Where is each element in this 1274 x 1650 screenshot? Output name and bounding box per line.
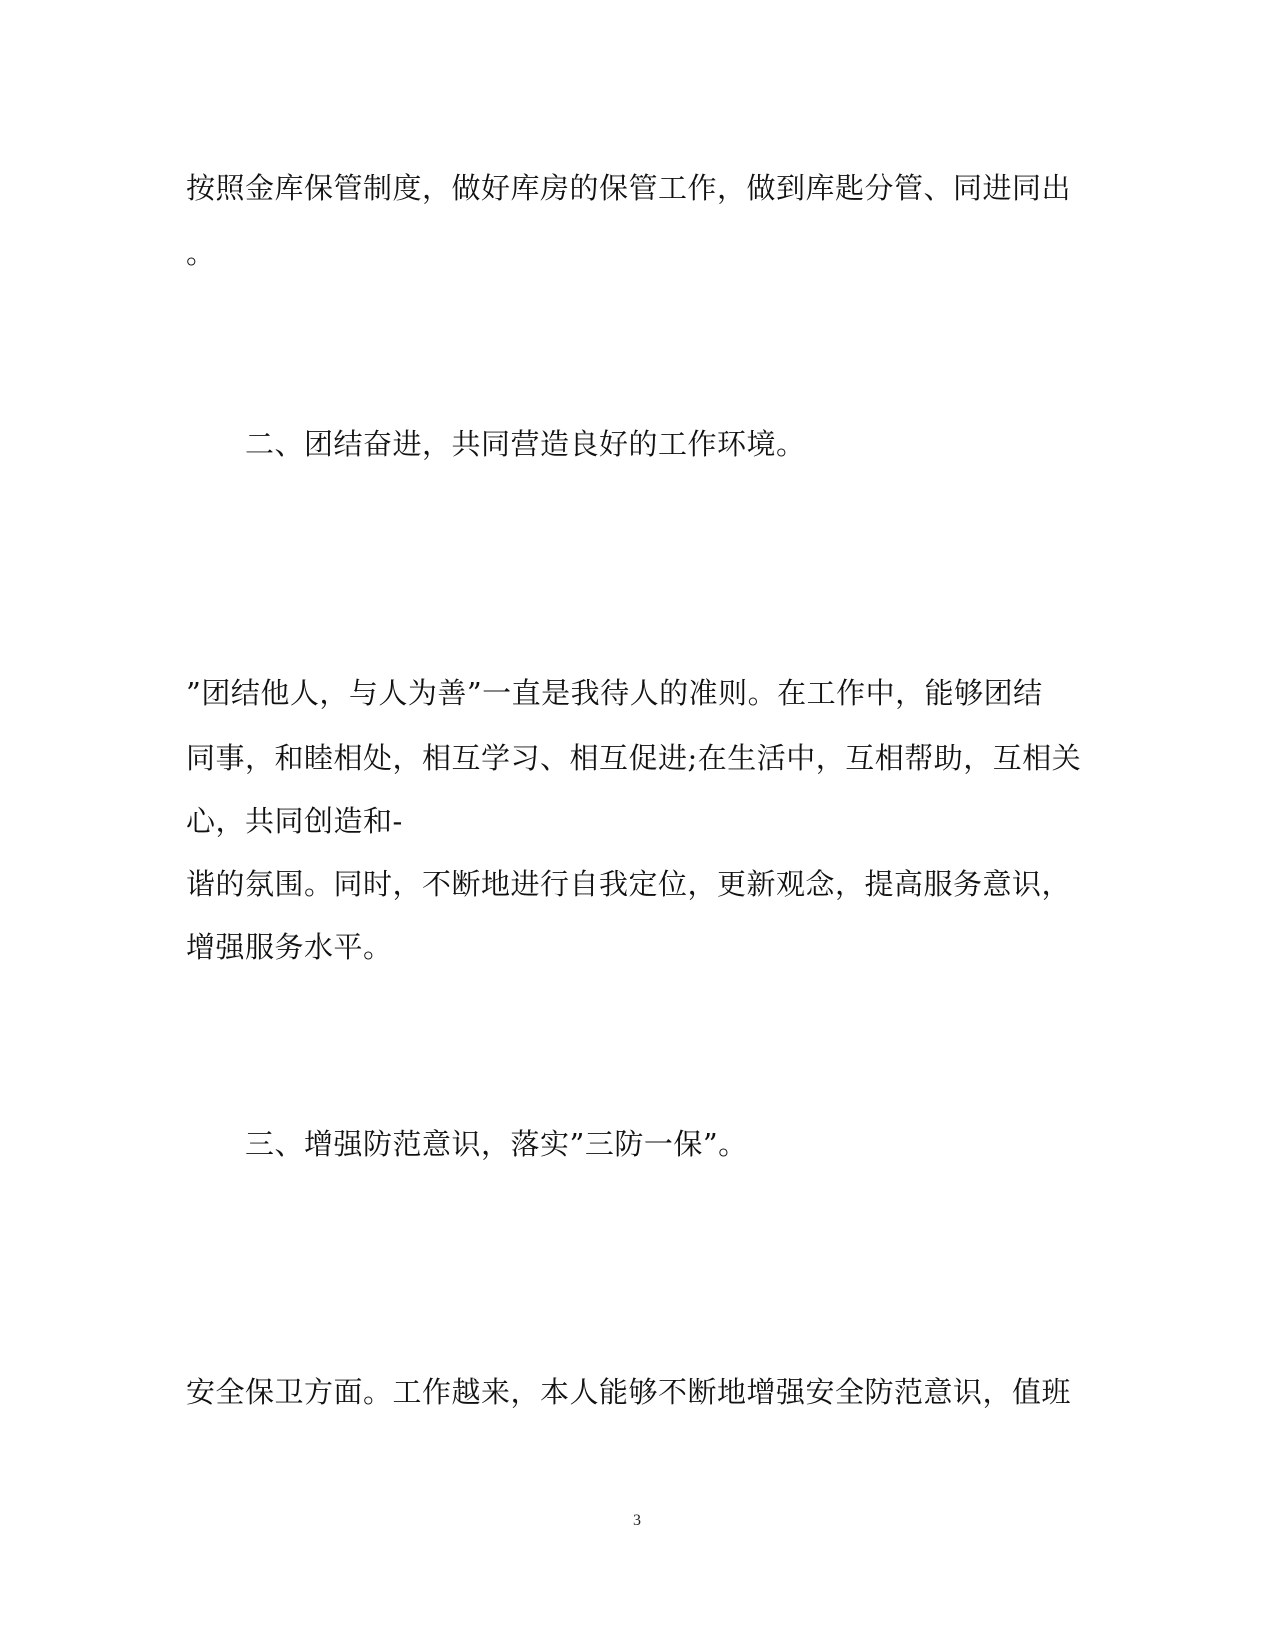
paragraph-line: 。: [186, 236, 216, 270]
paragraph-line: ”团结他人，与人为善”一直是我待人的准则。在工作中，能够团结: [186, 676, 1043, 710]
paragraph-line: 按照金库保管制度，做好库房的保管工作，做到库匙分管、同进同出: [186, 171, 1072, 205]
page-number: 3: [633, 1512, 641, 1529]
paragraph-line: 同事，和睦相处，相互学习、相互促进;在生活中，互相帮助，互相关: [186, 741, 1082, 775]
paragraph-line: 心，共同创造和-: [186, 804, 403, 838]
paragraph-line: 增强服务水平。: [186, 930, 393, 964]
section-heading-3: 三、增强防范意识，落实”三防一保”。: [245, 1127, 748, 1161]
paragraph-line: 谐的氛围。同时，不断地进行自我定位，更新观念，提高服务意识，: [186, 867, 1072, 901]
section-heading-2: 二、团结奋进，共同营造良好的工作环境。: [245, 427, 806, 461]
paragraph-line: 安全保卫方面。工作越来，本人能够不断地增强安全防范意识，值班: [186, 1375, 1072, 1409]
